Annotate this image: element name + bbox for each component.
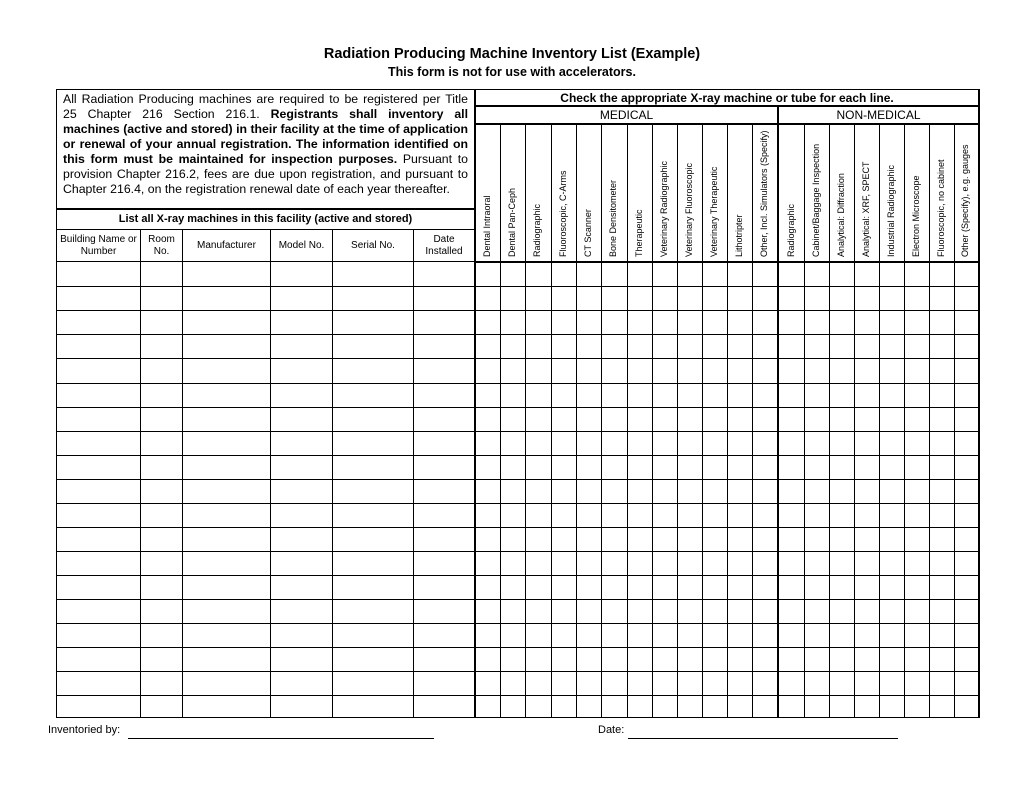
column-header: Model No. bbox=[278, 239, 325, 251]
machine-type-label: CT Scanner bbox=[582, 209, 593, 257]
column-header: Date Installed bbox=[425, 234, 463, 257]
date-label: Date: bbox=[598, 724, 625, 736]
column-header: Manufacturer bbox=[197, 239, 256, 251]
check-heading: Check the appropriate X-ray machine or tube for each line. bbox=[560, 91, 894, 105]
machine-type-label: Radiographic bbox=[532, 203, 542, 257]
form-subtitle: This form is not for use with accelerators. bbox=[388, 65, 636, 79]
medical-heading: MEDICAL bbox=[599, 108, 654, 122]
machine-type-label: Fluoroscopic, no cabinet bbox=[935, 159, 946, 257]
machine-type-label: Other, Incl. Simulators (Specify) bbox=[758, 130, 769, 257]
machine-type-label: Lithotripter bbox=[733, 214, 744, 257]
form-title: Radiation Producing Machine Inventory List (Example) bbox=[323, 46, 701, 62]
machine-type-label: Analytical: XRF, SPECT bbox=[860, 161, 871, 257]
machine-type-label: Veterinary Therapeutic bbox=[708, 166, 719, 257]
machine-type-label: Electron Microscope bbox=[910, 175, 921, 257]
machine-type-label: Bone Densitometer bbox=[608, 179, 618, 257]
machine-type-label: Dental Pan-Ceph bbox=[506, 187, 517, 257]
column-header: Building Name or Number bbox=[60, 234, 137, 257]
nonmedical-heading: NON-MEDICAL bbox=[836, 108, 921, 122]
inventoried-by-field[interactable] bbox=[128, 738, 434, 739]
column-header: Serial No. bbox=[351, 239, 395, 251]
list-heading: List all X-ray machines in this facility (active and stored) bbox=[118, 213, 413, 225]
column-header: Room No. bbox=[148, 234, 175, 257]
machine-type-label: Fluoroscopic, C-Arms bbox=[557, 170, 568, 257]
machine-type-label: Analytical: Diffraction bbox=[835, 173, 846, 257]
machine-type-label: Industrial Radiographic bbox=[885, 164, 896, 257]
machine-type-label: Other (Specify), e.g. gauges bbox=[960, 144, 970, 257]
machine-type-label: Veterinary Radiographic bbox=[658, 160, 669, 257]
machine-type-label: Veterinary Fluoroscopic bbox=[683, 162, 694, 257]
machine-type-label: Therapeutic bbox=[633, 209, 644, 257]
inventoried-by-label: Inventoried by: bbox=[48, 724, 121, 736]
machine-type-label: Dental Intraoral bbox=[482, 195, 492, 257]
machine-type-label: Radiographic bbox=[785, 203, 796, 257]
date-field[interactable] bbox=[628, 738, 898, 739]
machine-type-label: Cabinet/Baggage Inspection bbox=[810, 143, 821, 257]
instructions-paragraph: All Radiation Producing machines are required to be registered per Title 25 Chapter 216 Section 216.1. Registrants shall inventory all machines (active and stored) in their facility at the time of application or renewal of your annual registration. The information identified on this form must be maintained for inspection purposes. Pursuant to provision Chapter 216.2, fees are due upon registration, and pursuant to Chapter 216.4, on the registration renewal date of each year thereafter. bbox=[63, 92, 468, 196]
